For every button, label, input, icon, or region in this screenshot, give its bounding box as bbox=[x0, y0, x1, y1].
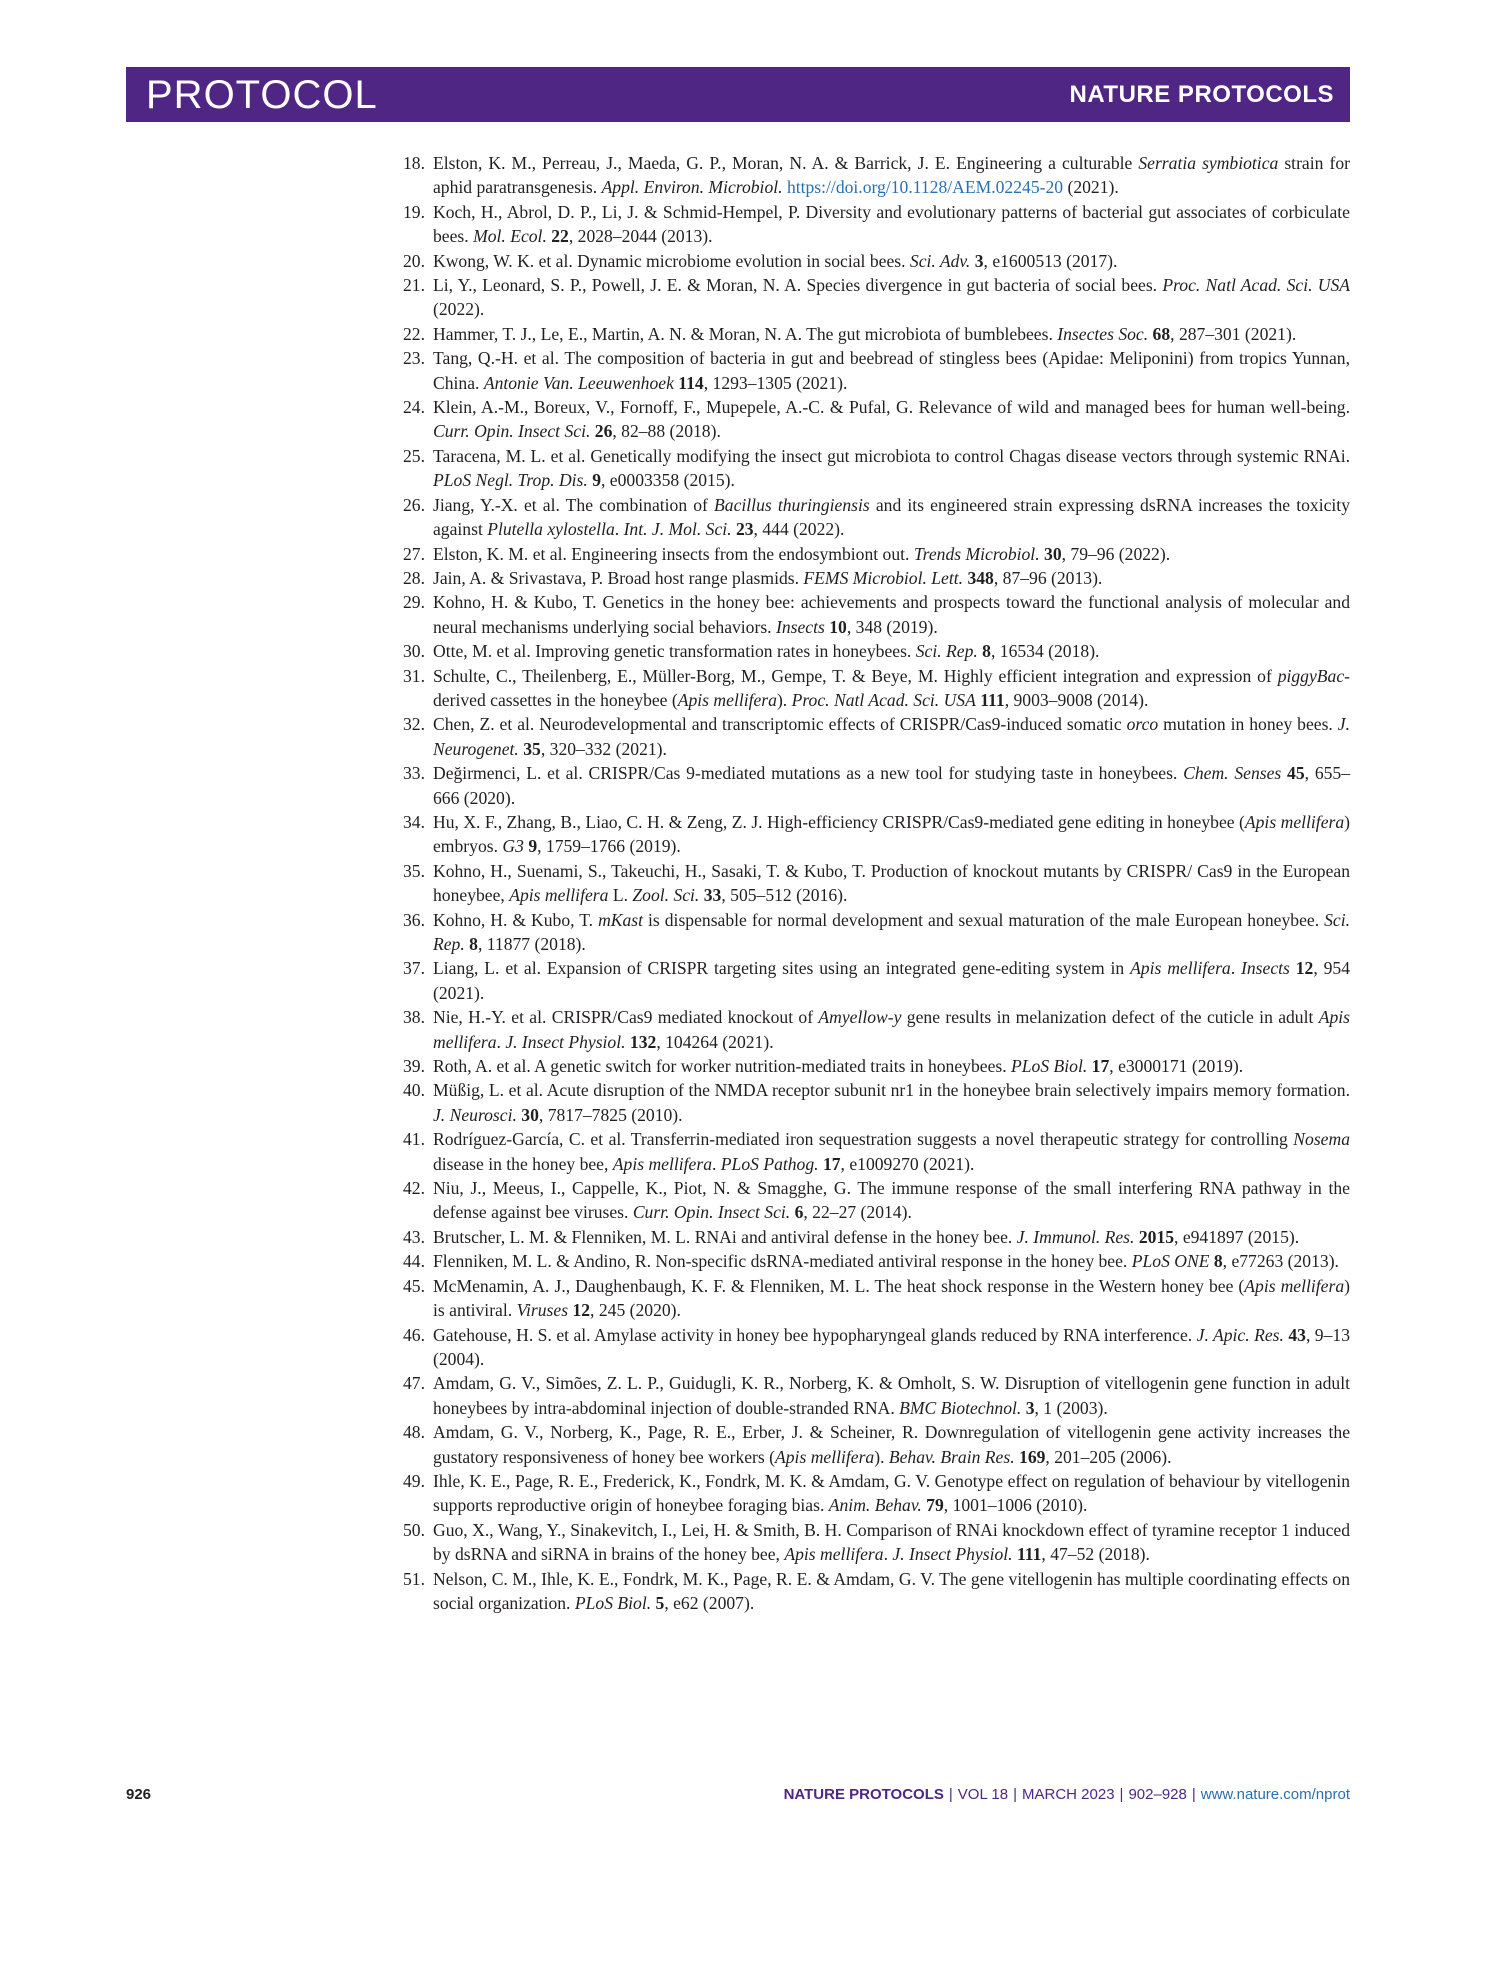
reference-item bbox=[395, 273, 1350, 322]
reference-item bbox=[395, 322, 1350, 346]
reference-text: Otte, M. et al. Improving genetic transformation rates in honeybees. Sci. Rep. 8, 16534 (2018). bbox=[433, 641, 1100, 662]
journal-name: NATURE PROTOCOLS bbox=[1069, 80, 1334, 108]
reference-item bbox=[395, 1518, 1350, 1567]
reference-number: 49. bbox=[403, 1470, 425, 1491]
reference-item bbox=[395, 1127, 1350, 1176]
reference-number: 24. bbox=[403, 397, 425, 418]
page-header bbox=[126, 67, 1350, 122]
reference-item bbox=[395, 664, 1350, 713]
footer-pages: 902–928 bbox=[1128, 1786, 1187, 1803]
reference-text: Guo, X., Wang, Y., Sinakevitch, I., Lei, H. & Smith, B. H. Comparison of RNAi knockdown effect of tyramine receptor 1 induced by dsRNA and siRNA in brains of the honey bee, Apis mellifera. J. Insect Physiol. 111, 47–52 (2018). bbox=[433, 1519, 1350, 1565]
reference-text: Müßig, L. et al. Acute disruption of the NMDA receptor subunit nr1 in the honeybee brain selectively impairs memory formation. J. Neurosci. 30, 7817–7825 (2010). bbox=[433, 1080, 1350, 1125]
reference-item bbox=[395, 1420, 1350, 1469]
reference-item bbox=[395, 1078, 1350, 1127]
reference-text: Liang, L. et al. Expansion of CRISPR targeting sites using an integrated gene-editing system in Apis mellifera. Insects 12, 954 (2021). bbox=[433, 958, 1351, 1003]
separator: | bbox=[1013, 1786, 1017, 1803]
reference-text: Flenniken, M. L. & Andino, R. Non-specific dsRNA-mediated antiviral response in the honey bee. PLoS ONE 8, e77263 (2013). bbox=[433, 1251, 1339, 1272]
reference-number: 32. bbox=[403, 714, 425, 735]
reference-item bbox=[395, 1005, 1350, 1054]
reference-item bbox=[395, 566, 1350, 590]
separator: | bbox=[1191, 1786, 1196, 1803]
reference-number: 41. bbox=[403, 1129, 425, 1150]
doi-link[interactable]: https://doi.org/10.1128/AEM.02245-20 bbox=[786, 177, 1064, 198]
reference-item bbox=[395, 395, 1350, 444]
reference-text: Li, Y., Leonard, S. P., Powell, J. E. & Moran, N. A. Species divergence in gut bacteria of social bees. Proc. Natl Acad. Sci. USA (2022). bbox=[433, 275, 1350, 320]
reference-item bbox=[395, 493, 1350, 542]
footer-journal: NATURE PROTOCOLS bbox=[783, 1786, 944, 1803]
reference-text: Roth, A. et al. A genetic switch for worker nutrition-mediated traits in honeybees. PLoS Biol. 17, e3000171 (2019). bbox=[433, 1056, 1244, 1077]
reference-item bbox=[395, 200, 1350, 249]
reference-number: 45. bbox=[403, 1275, 425, 1296]
citation-info bbox=[784, 1786, 1350, 1803]
reference-text: Elston, K. M., Perreau, J., Maeda, G. P., Moran, N. A. & Barrick, J. E. Engineering a culturable Serratia symbiotica strain for aphid paratransgenesis. Appl. Environ. Microbiol. https://doi.org/10.1128/AEM.02245-20 (2021). bbox=[433, 153, 1350, 198]
reference-text: Koch, H., Abrol, D. P., Li, J. & Schmid-Hempel, P. Diversity and evolutionary patterns of bacterial gut associates of corbiculate bees. Mol. Ecol. 22, 2028–2044 (2013). bbox=[433, 201, 1350, 247]
reference-item bbox=[395, 1371, 1350, 1420]
footer-volume: VOL 18 bbox=[957, 1786, 1009, 1803]
reference-item bbox=[395, 249, 1350, 273]
reference-number: 47. bbox=[403, 1373, 425, 1394]
reference-number: 22. bbox=[403, 323, 425, 344]
reference-number: 42. bbox=[403, 1178, 425, 1199]
reference-number: 19. bbox=[403, 201, 425, 222]
reference-item bbox=[395, 444, 1350, 493]
reference-text: Taracena, M. L. et al. Genetically modifying the insect gut microbiota to control Chagas disease vectors through systemic RNAi. PLoS Negl. Trop. Dis. 9, e0003358 (2015). bbox=[433, 445, 1350, 491]
reference-item bbox=[395, 1469, 1350, 1518]
reference-number: 26. bbox=[403, 494, 425, 515]
section-title: PROTOCOL bbox=[146, 72, 378, 117]
reference-text: Kohno, H., Suenami, S., Takeuchi, H., Sasaki, T. & Kubo, T. Production of knockout mutants by CRISPR/ Cas9 in the European honeybee, Apis mellifera L. Zool. Sci. 33, 505–512 (2016). bbox=[433, 860, 1350, 906]
reference-text: Nie, H.-Y. et al. CRISPR/Cas9 mediated knockout of Amyellow-y gene results in melanization defect of the cuticle in adult Apis mellifera. J. Insect Physiol. 132, 104264 (2021). bbox=[433, 1007, 1350, 1052]
reference-number: 36. bbox=[403, 909, 425, 930]
reference-item bbox=[395, 1176, 1350, 1225]
reference-item bbox=[395, 1567, 1350, 1616]
reference-number: 34. bbox=[403, 811, 425, 832]
reference-number: 50. bbox=[403, 1519, 425, 1540]
reference-number: 37. bbox=[403, 958, 425, 979]
reference-item bbox=[395, 908, 1350, 957]
reference-text: Jain, A. & Srivastava, P. Broad host range plasmids. FEMS Microbiol. Lett. 348, 87–96 (2013). bbox=[433, 567, 1103, 588]
reference-text: Jiang, Y.-X. et al. The combination of Bacillus thuringiensis and its engineered strain expressing dsRNA increases the toxicity against Plutella xylostella. Int. J. Mol. Sci. 23, 444 (2022). bbox=[433, 494, 1350, 540]
reference-text: Amdam, G. V., Simões, Z. L. P., Guidugli, K. R., Norberg, K. & Omholt, S. W. Disruption of vitellogenin gene function in adult honeybees by intra-abdominal injection of double-stranded RNA. BMC Biotechnol. 3, 1 (2003). bbox=[433, 1373, 1350, 1418]
reference-item bbox=[395, 1323, 1350, 1372]
reference-text: Hammer, T. J., Le, E., Martin, A. N. & Moran, N. A. The gut microbiota of bumblebees. Insectes Soc. 68, 287–301 (2021). bbox=[433, 323, 1297, 344]
reference-item bbox=[395, 712, 1350, 761]
reference-number: 20. bbox=[403, 250, 425, 271]
reference-item bbox=[395, 346, 1350, 395]
reference-number: 46. bbox=[403, 1324, 425, 1345]
reference-text: Ihle, K. E., Page, R. E., Frederick, K., Fondrk, M. K. & Amdam, G. V. Genotype effect on regulation of behaviour by vitellogenin supports reproductive origin of honeybee foraging bias. Anim. Behav. 79, 1001–1006 (2010). bbox=[433, 1470, 1350, 1516]
reference-text: Chen, Z. et al. Neurodevelopmental and transcriptomic effects of CRISPR/Cas9-induced somatic orco mutation in honey bees. J. Neurogenet. 35, 320–332 (2021). bbox=[433, 714, 1350, 759]
reference-number: 35. bbox=[403, 860, 425, 881]
reference-list bbox=[395, 151, 1350, 1615]
reference-item bbox=[395, 859, 1350, 908]
reference-text: Schulte, C., Theilenberg, E., Müller-Borg, M., Gempe, T. & Beye, M. Highly efficient integration and expression of piggyBac-derived cassettes in the honeybee (Apis mellifera). Proc. Natl Acad. Sci. USA 111, 9003–9008 (2014). bbox=[433, 665, 1350, 710]
reference-number: 27. bbox=[403, 543, 425, 564]
reference-text: Elston, K. M. et al. Engineering insects from the endosymbiont out. Trends Microbiol. 30, 79–96 (2022). bbox=[433, 543, 1171, 564]
reference-item bbox=[395, 151, 1350, 200]
reference-item bbox=[395, 1054, 1350, 1078]
reference-item bbox=[395, 956, 1350, 1005]
reference-number: 23. bbox=[403, 348, 425, 369]
reference-text: Klein, A.-M., Boreux, V., Fornoff, F., Mupepele, A.-C. & Pufal, G. Relevance of wild and managed bees for human well-being. Curr. Opin. Insect Sci. 26, 82–88 (2018). bbox=[433, 397, 1350, 442]
separator: | bbox=[1119, 1786, 1124, 1803]
reference-text: Niu, J., Meeus, I., Cappelle, K., Piot, N. & Smagghe, G. The immune response of the small interfering RNA pathway in the defense against bee viruses. Curr. Opin. Insect Sci. 6, 22–27 (2014). bbox=[433, 1178, 1350, 1223]
reference-text: Gatehouse, H. S. et al. Amylase activity in honey bee hypopharyngeal glands reduced by RNA interference. J. Apic. Res. 43, 9–13 (2004). bbox=[433, 1324, 1350, 1369]
reference-number: 31. bbox=[403, 665, 425, 686]
reference-item bbox=[395, 542, 1350, 566]
reference-item bbox=[395, 639, 1350, 663]
reference-number: 44. bbox=[403, 1251, 425, 1272]
reference-number: 38. bbox=[403, 1007, 425, 1028]
separator: | bbox=[948, 1786, 953, 1803]
reference-item bbox=[395, 761, 1350, 810]
reference-number: 40. bbox=[403, 1080, 425, 1101]
reference-number: 39. bbox=[403, 1056, 425, 1077]
reference-text: Kohno, H. & Kubo, T. Genetics in the honey bee: achievements and prospects toward the functional analysis of molecular and neural mechanisms underlying social behaviors. Insects 10, 348 (2019). bbox=[433, 592, 1350, 637]
reference-item bbox=[395, 1225, 1350, 1249]
reference-number: 25. bbox=[403, 445, 425, 466]
reference-number: 21. bbox=[403, 275, 425, 296]
reference-number: 33. bbox=[403, 763, 425, 784]
reference-number: 28. bbox=[403, 567, 425, 588]
reference-text: McMenamin, A. J., Daughenbaugh, K. F. & Flenniken, M. L. The heat shock response in the Western honey bee (Apis mellifera) is antiviral. Viruses 12, 245 (2020). bbox=[433, 1275, 1350, 1321]
footer-date: MARCH 2023 bbox=[1022, 1786, 1115, 1803]
reference-text: Hu, X. F., Zhang, B., Liao, C. H. & Zeng, Z. J. High-efficiency CRISPR/Cas9-mediated gene editing in honeybee (Apis mellifera) embryos. G3 9, 1759–1766 (2019). bbox=[433, 811, 1351, 857]
reference-number: 30. bbox=[403, 641, 425, 662]
reference-text: Kohno, H. & Kubo, T. mKast is dispensable for normal development and sexual maturation of the male European honeybee. Sci. Rep. 8, 11877 (2018). bbox=[433, 909, 1351, 954]
reference-item bbox=[395, 810, 1350, 859]
reference-text: Rodríguez-García, C. et al. Transferrin-mediated iron sequestration suggests a novel therapeutic strategy for controlling Nosema disease in the honey bee, Apis mellifera. PLoS Pathog. 17, e1009270 (2021). bbox=[433, 1129, 1350, 1174]
reference-item bbox=[395, 590, 1350, 639]
reference-number: 43. bbox=[403, 1226, 425, 1247]
reference-number: 29. bbox=[403, 592, 425, 613]
page-footer bbox=[126, 1786, 1350, 1810]
reference-text: Brutscher, L. M. & Flenniken, M. L. RNAi and antiviral defense in the honey bee. J. Immunol. Res. 2015, e941897 (2015). bbox=[433, 1226, 1300, 1247]
footer-url[interactable]: www.nature.com/nprot bbox=[1200, 1786, 1350, 1803]
reference-number: 18. bbox=[403, 153, 425, 173]
reference-number: 48. bbox=[403, 1422, 425, 1443]
reference-text: Tang, Q.-H. et al. The composition of bacteria in gut and beebread of stingless bees (Apidae: Meliponini) from tropics Yunnan, China. Antonie Van. Leeuwenhoek 114, 1293–1305 (2021). bbox=[433, 348, 1350, 393]
reference-text: Amdam, G. V., Norberg, K., Page, R. E., Erber, J. & Scheiner, R. Downregulation of vitellogenin gene activity increases the gustatory responsiveness of honey bee workers (Apis mellifera). Behav. Brain Res. 169, 201–205 (2006). bbox=[433, 1422, 1350, 1467]
reference-text: Kwong, W. K. et al. Dynamic microbiome evolution in social bees. Sci. Adv. 3, e1600513 (2017). bbox=[433, 250, 1118, 271]
reference-text: Değirmenci, L. et al. CRISPR/Cas 9-mediated mutations as a new tool for studying taste in honeybees. Chem. Senses 45, 655–666 (2020). bbox=[433, 763, 1351, 808]
page-number: 926 bbox=[126, 1786, 152, 1803]
reference-number: 51. bbox=[403, 1568, 425, 1589]
reference-item bbox=[395, 1249, 1350, 1273]
reference-text: Nelson, C. M., Ihle, K. E., Fondrk, M. K., Page, R. E. & Amdam, G. V. The gene vitellogenin has multiple coordinating effects on social organization. PLoS Biol. 5, e62 (2007). bbox=[433, 1568, 1350, 1613]
reference-item bbox=[395, 1274, 1350, 1323]
